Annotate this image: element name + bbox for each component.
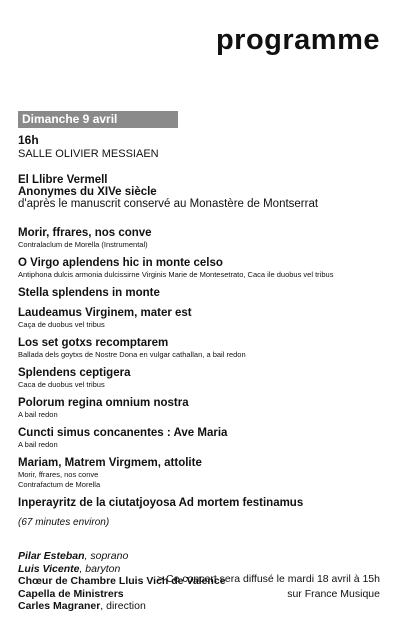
piece-title: Cuncti simus concanentes : Ave Maria [18,427,228,439]
piece-title: Splendens ceptigera [18,367,131,379]
piece-item [18,427,383,450]
piece-title: Mariam, Matrem Virgmem, attolite [18,457,202,469]
day-banner: Dimanche 9 avril [18,111,178,128]
piece-subtitle: Contralaclum de Morella (Instrumental) [18,240,148,249]
piece-title: Inperayritz de la ciutatjoyosa Ad mortem festinamus [18,497,304,509]
performer-name: Pilar Esteban [18,550,85,562]
piece-subtitle: Morir, ffrares, nos conve [18,470,99,479]
piece-title: Stella splendens in monte [18,287,160,299]
piece-title: Laudeamus Virginem, mater est [18,307,192,319]
piece-item [18,497,383,510]
piece-item [18,337,383,360]
piece-subtitle: Caça de duobus vel tribus [18,320,105,329]
piece-item [18,457,383,490]
piece-item [18,307,383,330]
work-authors: Anonymes du XIVe siècle [18,186,157,198]
director-role: , direction [100,600,146,612]
ensemble: Capella de Ministrers [18,587,124,600]
performer-role: , baryton [79,562,121,575]
piece-title: Morir, ffrares, nos conve [18,227,152,239]
page-title: programme [215,24,380,56]
broadcast-line-1: > Ce concert sera diffusé le mardi 18 avril à 15h [156,573,380,585]
piece-item [18,367,383,390]
piece-subtitle: Ballada dels goytxs de Nostre Dona en vulgar cathallan, a bail redon [18,350,246,359]
work-header [18,174,383,210]
piece-item [18,287,383,300]
piece-item [18,257,383,280]
performer-name: Luis Vicente [18,562,80,575]
broadcast-note [157,572,380,602]
performer-role: , soprano [84,550,129,562]
piece-list [18,227,383,510]
work-title: El Llibre Vermell [18,174,108,186]
piece-subtitle: Caca de duobus vel tribus [18,380,105,389]
choir: Chœur de Chambre Lluis Vich de Valence [18,575,226,587]
piece-subtitle: Contrafactum de Morella [18,480,101,489]
performer-soprano [18,550,383,563]
concert-time: 16h [18,133,39,147]
duration: (67 minutes environ) [18,517,110,528]
broadcast-line-2: sur France Musique [287,588,380,600]
programme-content [18,130,383,613]
piece-subtitle: A bail redon [18,440,58,449]
piece-title: Los set gotxs recomptarem [18,337,169,349]
director-name: Carles Magraner [18,600,101,612]
piece-subtitle: Antiphona dulcis armonia dulcissirne Virginis Marie de Montesetrato, Caca ile duobus vel tribus [18,270,334,279]
piece-item [18,227,383,250]
concert-venue: SALLE OLIVIER MESSIAEN [18,148,159,160]
piece-title: Polorum regina omnium nostra [18,397,189,409]
piece-subtitle: A bail redon [18,410,58,419]
piece-title: O Virgo aplendens hic in monte celso [18,257,223,269]
work-source: d'après le manuscrit conservé au Monastère de Montserrat [18,198,319,210]
piece-item [18,397,383,420]
